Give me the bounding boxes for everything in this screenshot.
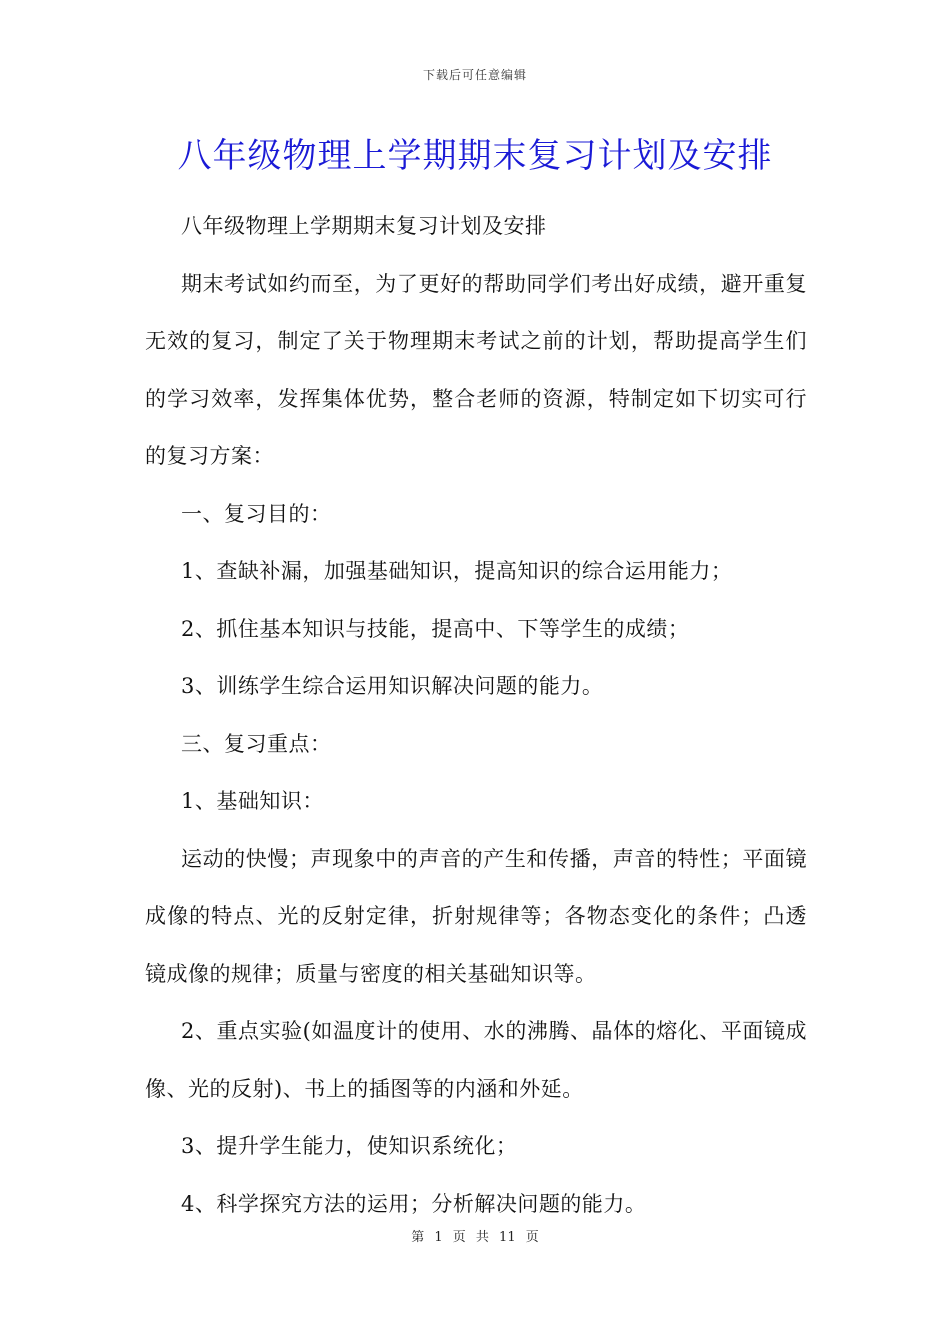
document-body <box>145 198 807 1233</box>
section-heading-focus: 三、复习重点： <box>181 731 332 756</box>
section-heading-goals: 一、复习目的： <box>181 501 332 526</box>
goal-item-2: 2、抓住基本知识与技能，提高中、下等学生的成绩； <box>181 616 690 641</box>
focus-item-2: 2、重点实验(如温度计的使用、水的沸腾、晶体的熔化、平面镜成像、光的反射)、书上的插图等的内涵和外延。 <box>145 1019 807 1101</box>
focus-item-4: 4、科学探究方法的运用；分析解决问题的能力。 <box>181 1191 647 1216</box>
subtitle-paragraph: 八年级物理上学期期末复习计划及安排 <box>181 214 547 238</box>
goal-item-1: 1、查缺补漏，加强基础知识，提高知识的综合运用能力； <box>181 559 733 583</box>
focus-item-3: 3、提升学生能力，使知识系统化； <box>181 1134 518 1158</box>
goal-item-3: 3、训练学生综合运用知识解决问题的能力。 <box>181 674 604 698</box>
page-footer: 第 1 页 共 11 页 <box>411 1230 539 1245</box>
header-note: 下载后可任意编辑 <box>422 68 527 82</box>
focus-item-1-detail: 运动的快慢；声现象中的声音的产生和传播，声音的特性；平面镜成像的特点、光的反射定律，折射规律等；各物态变化的条件；凸透镜成像的规律；质量与密度的相关基础知识等。 <box>145 846 807 986</box>
intro-paragraph: 期末考试如约而至，为了更好的帮助同学们考出好成绩，避开重复无效的复习，制定了关于物理期末考试之前的计划，帮助提高学生们的学习效率，发挥集体优势，整合老师的资源，特制定如下切实可行的复习方案： <box>145 271 807 468</box>
document-title: 八年级物理上学期期末复习计划及安排 <box>177 136 773 176</box>
focus-item-1: 1、基础知识： <box>181 789 324 813</box>
